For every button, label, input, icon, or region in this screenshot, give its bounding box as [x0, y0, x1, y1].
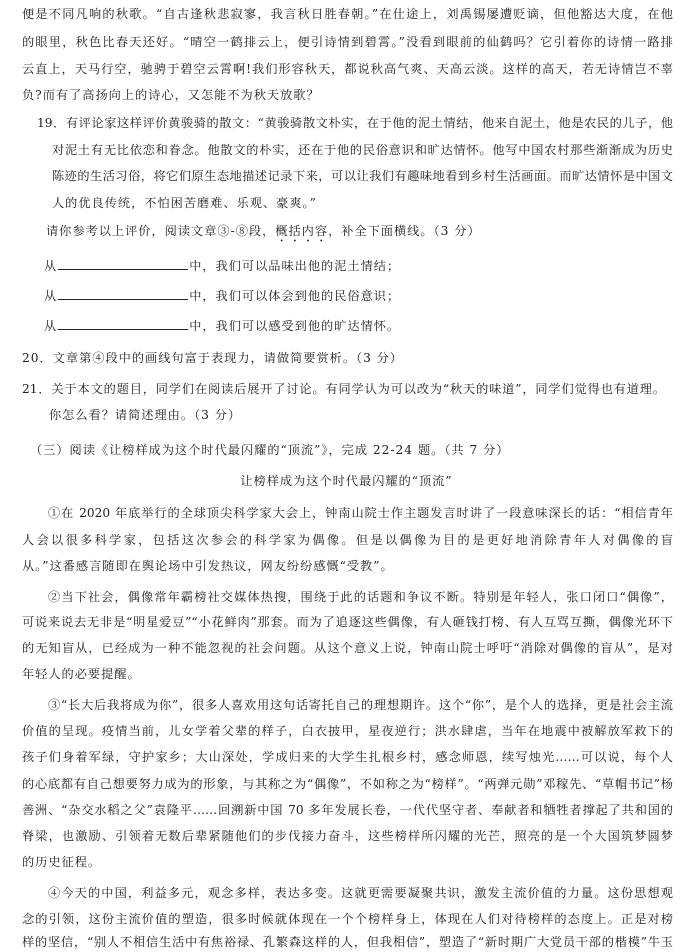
article-paragraph-line: 念的引领，这份主流价值的塑造，很多时候就体现在一个个榜样身上，体现在人们对待榜样的态度上。正是对榜 [22, 912, 673, 926]
answer-blank-line [58, 268, 188, 270]
article-paragraph-line: 价值的呈现。疫情当前，儿女学着父辈的样子，白衣披甲，星夜逆行；洪水肆虐，当年在地震中被解放军救下的 [22, 724, 673, 738]
passage-line: 的眼里，秋色比春天还好。“晴空一鹤排云上，便引诗情到碧霄。”没看到眼前的仙鹤吗？它引着你的诗情一路排 [22, 35, 673, 49]
fill-in-suffix: 中，我们可以体会到他的民俗意识； [189, 289, 401, 303]
article-paragraph-line: 人会以很多科学家，包括这次参会的科学家为偶像。但是以偶像为目的是更好地消除青年人对偶像的盲 [22, 533, 673, 547]
answer-blank-line [58, 298, 188, 300]
fill-in-prefix: 从 [44, 289, 58, 303]
article-paragraph-line: 脊梁，也激励、引领着无数后辈紧随他们的步伐接力奋斗，这些榜样所闪耀的光芒，照亮的是一个大国筑梦圆梦 [22, 829, 673, 843]
article-paragraph-line: 孩子们身着军绿，守护家乡；大山深处，学成归来的大学生扎根乡村，感念师恩，续写烛光……可以说，每个人 [22, 750, 673, 764]
question-21-line: 你怎么看？请简述理由。（3 分） [49, 408, 242, 422]
question-19-instruction [46, 222, 481, 240]
answer-blank-line [58, 328, 188, 330]
article-paragraph-line: 的历史征程。 [22, 855, 102, 869]
article-title: 让榜样成为这个时代最闪耀的“顶流” [240, 474, 453, 488]
passage-line: 负?而有了高扬向上的诗心，又怎能不为秋天放歌？ [22, 88, 320, 102]
article-paragraph-line: ③“长大后我将成为你”，很多人喜欢用这句话寄托自己的理想期许。这个“你”，是个人的选择，更是社会主流 [48, 698, 673, 712]
fill-in-suffix: 中，我们可以感受到他的旷达情怀。 [189, 319, 401, 333]
fill-in-row [44, 317, 400, 335]
fill-in-row [44, 257, 400, 275]
question-19-line: 陈迹的生活习俗，将它们原生态地描述记录下来，可以让我们有趣味地看到乡村生活画面。而旷达情怀是中国文 [52, 169, 673, 183]
article-paragraph-line: 样的坚信，“别人不相信生活中有焦裕禄、孔繁森这样的人，但我相信”，塑造了“新时期广大党员干部的楷模”牛玉 [22, 935, 673, 949]
article-paragraph-line: 年轻人的必要提醒。 [22, 667, 141, 681]
fill-in-prefix: 从 [44, 319, 58, 333]
article-paragraph-line: 从。”这番感言随即在舆论场中引发热议，网友纷纷感慨“受教”。 [22, 559, 394, 573]
article-paragraph-line: 善洲、“杂交水稻之父”袁隆平……回溯新中国 70 多年发展长卷，一代代坚守者、奉献者和牺牲者撑起了共和国的 [22, 803, 673, 817]
question-19-line: 人的优良传统，不怕困苦磨难、乐观、豪爽。” [52, 196, 317, 210]
question-19-line: 19．有评论家这样评价黄骏骑的散文：“黄骏骑散文朴实，在于他的泥土情结，他来自泥土，他是农民的儿子，他 [37, 116, 673, 130]
question-21-line: 21．关于本文的题目，同学们在阅读后展开了讨论。有同学认为可以改为“秋天的味道”，同学们觉得也有道理。 [22, 382, 665, 396]
article-paragraph-line: ④今天的中国，利益多元，观念多样，表达多变。这就更需要凝聚共识，激发主流价值的力量。这份思想观 [48, 886, 673, 900]
fill-in-suffix: 中，我们可以品味出他的泥土情结； [189, 259, 401, 273]
article-paragraph-line: 可说来说去无非是“明星爱豆”“小花鲜肉”那套。而为了追逐这些偶像，有人砸钱打榜、有人互骂互撕，偶像光环下 [22, 615, 673, 629]
emphasized-keywords: 概括内容 [275, 224, 329, 238]
section-heading: （三）阅读《让榜样成为这个时代最闪耀的“顶流”》，完成 22-24 题。（共 7 分） [30, 443, 510, 457]
passage-line: 便是不同凡响的秋歌。“自古逢秋悲寂寥，我言秋日胜春朝。”在仕途上，刘禹锡屡遭贬谪，但他豁达大度，在他 [22, 7, 673, 21]
article-paragraph-line: 的无知盲从，已经成为一种不能忽视的社会问题。从这个意义上说，钟南山院士呼吁“消除对偶像的盲从”，是对 [22, 641, 673, 655]
question-19-line: 对泥土有无比依恋和眷念。他散文的朴实，还在于他的民俗意识和旷达情怀。他写中国农村那些渐渐成为历史 [52, 143, 673, 157]
fill-in-row [44, 287, 400, 305]
passage-line: 云直上，天马行空，驰骋于碧空云霄啊!我们形容秋天，都说秋高气爽、天高云淡。这样的高天，若无诗情岂不辜 [22, 62, 673, 76]
instruction-text: ，补全下面横线。（3 分） [328, 224, 481, 238]
article-paragraph-line: 的心底都有自己想要努力成为的形象，与其称之为“偶像”，不如称之为“榜样”。“两弹元勋”邓稼先、“草帽书记”杨 [22, 777, 673, 791]
fill-in-prefix: 从 [44, 259, 58, 273]
instruction-text: 请你参考以上评价，阅读文章③-⑧段， [46, 224, 276, 238]
article-paragraph-line: ①在 2020 年底举行的全球顶尖科学家大会上，钟南山院士作主题发言时讲了一段意味深长的话：“相信青年 [48, 506, 673, 520]
article-paragraph-line: ②当下社会，偶像常年霸榜社交媒体热搜，围绕于此的话题和争议不断。特别是年轻人，张口闭口“偶像”， [48, 590, 673, 604]
question-20: 20．文章第④段中的画线句富于表现力，请做简要赏析。（3 分） [22, 351, 404, 365]
